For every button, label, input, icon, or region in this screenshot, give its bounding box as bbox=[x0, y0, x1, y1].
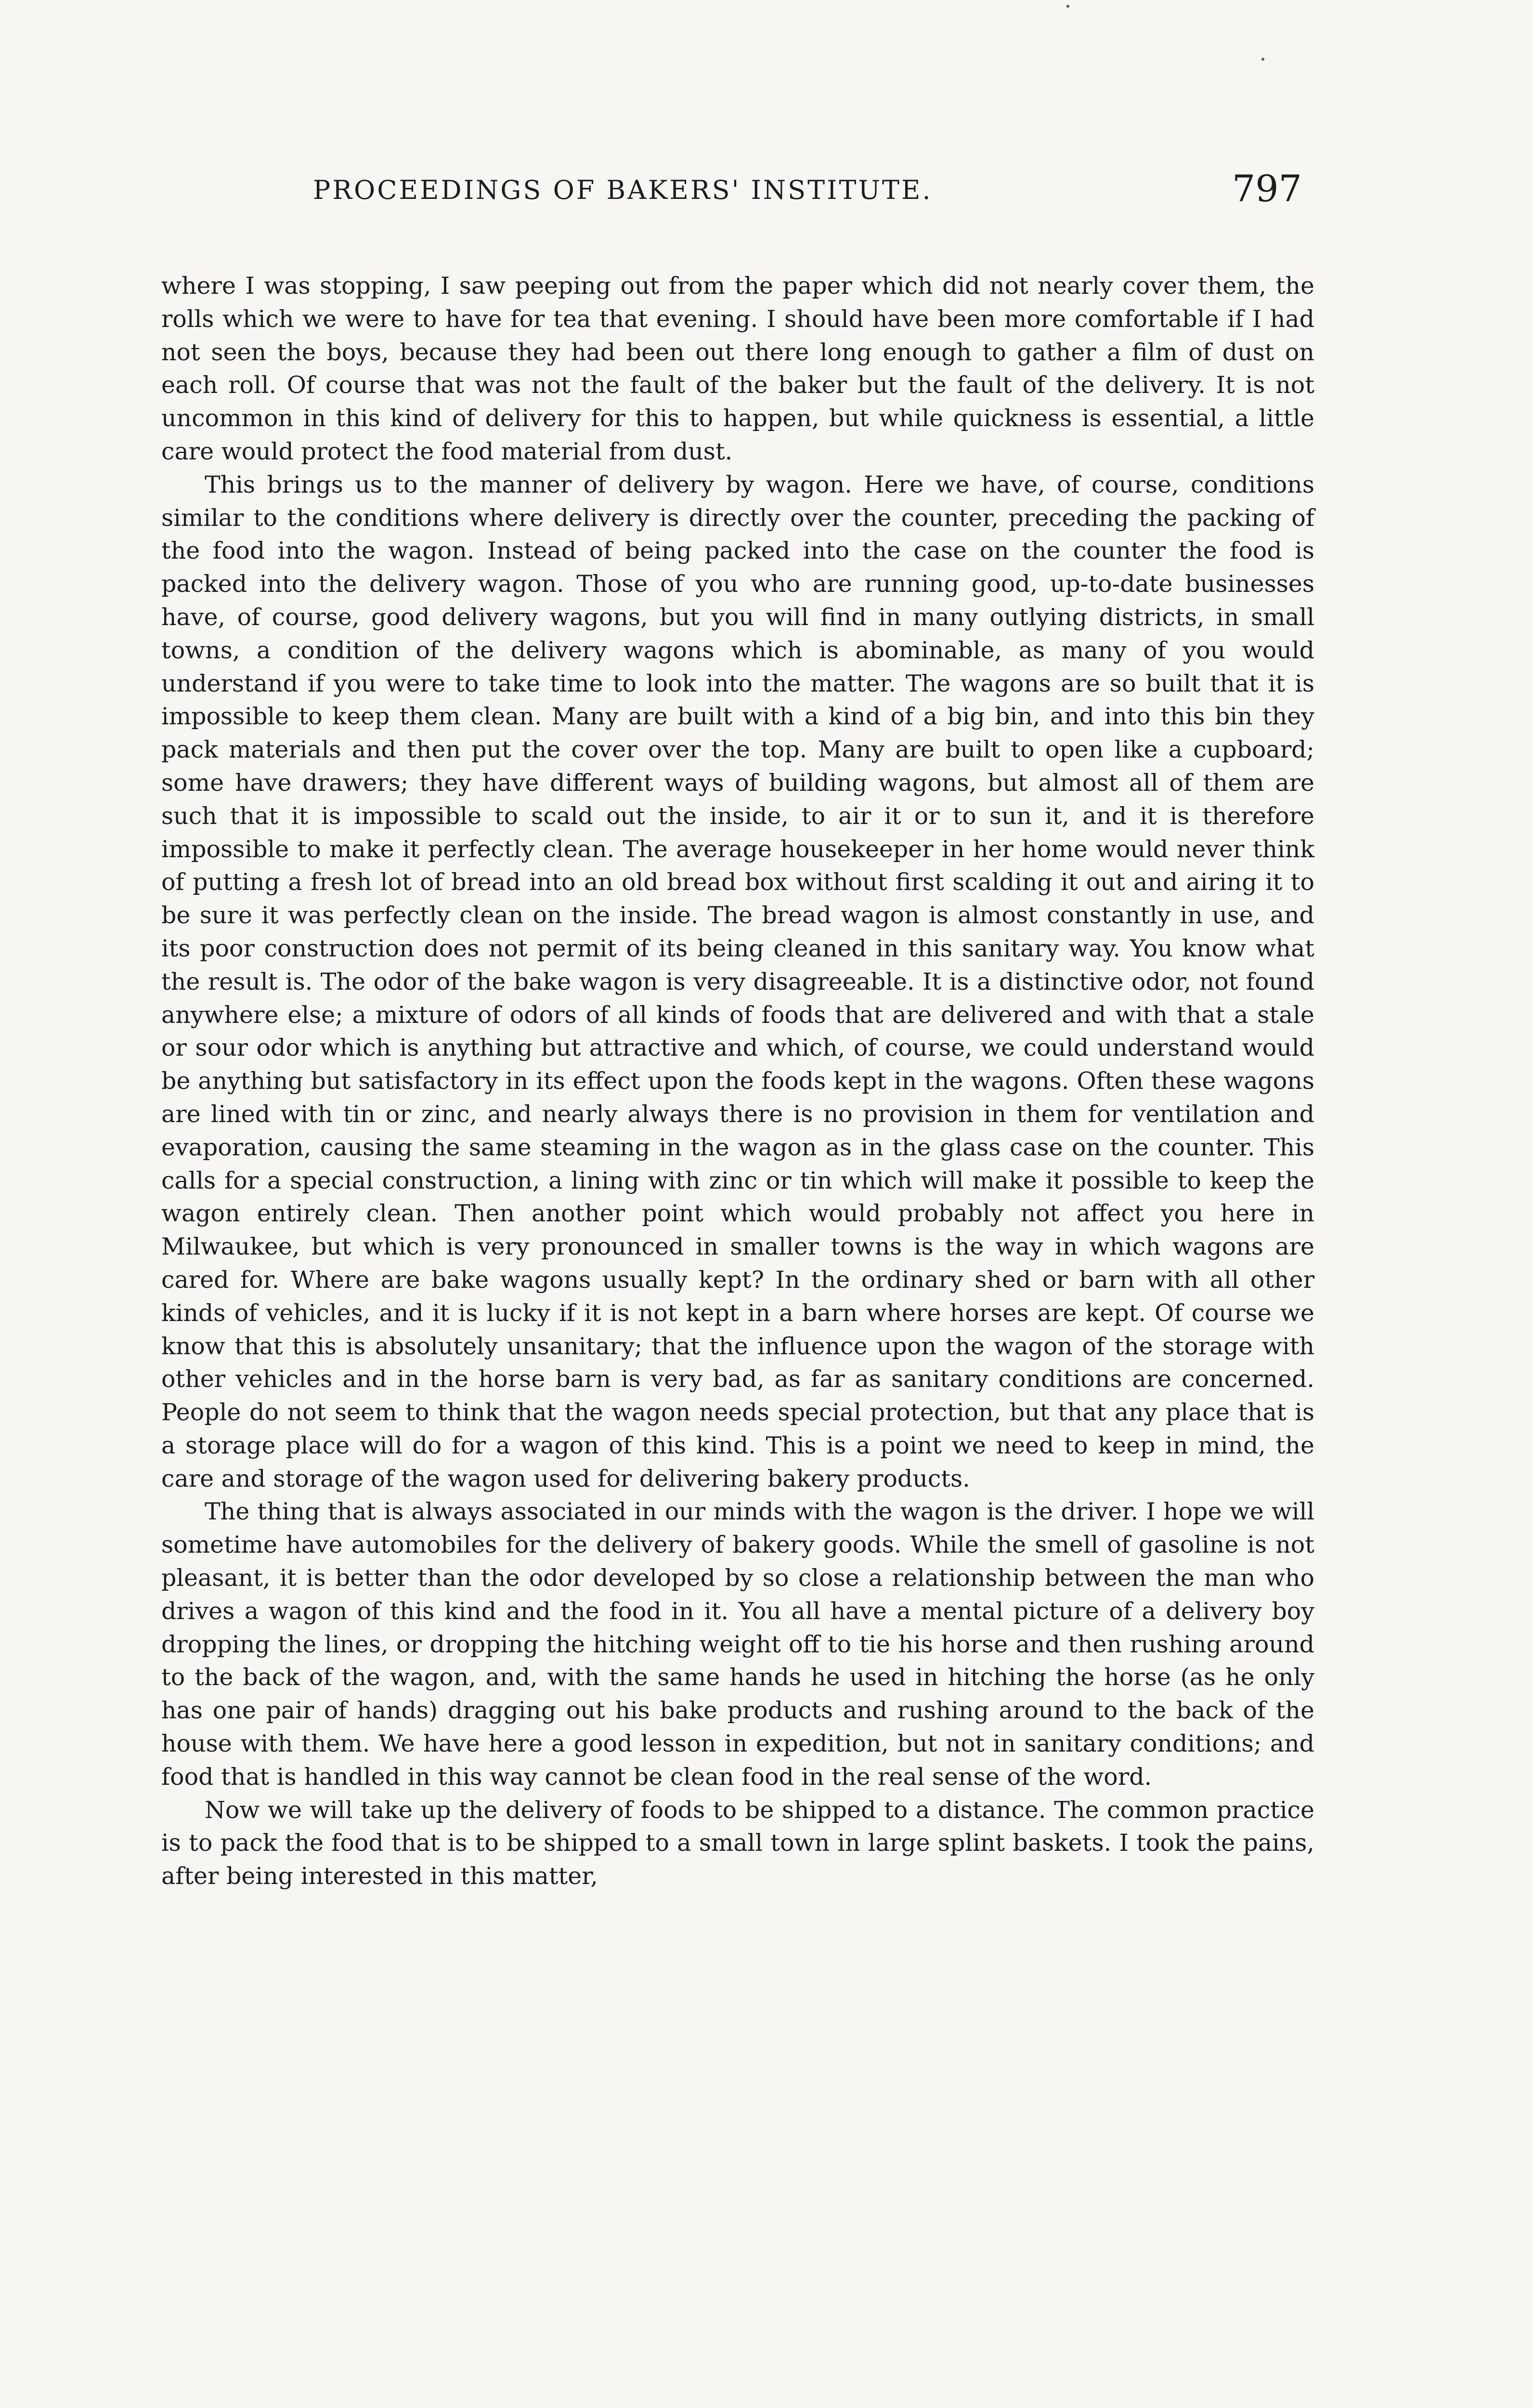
paragraph-wagon-delivery: This brings us to the manner of delivery by wagon. Here we have, of course, conditions similar to the conditions where delivery is directly over the counter, preceding the packing of the food into the wagon. Instead of being packed into the case on the counter the food is packed into the delivery wagon. Those of you who are running good, up-to-date businesses have, of course, good delivery wagons, but you will find in many outlying districts, in small towns, a condition of the delivery wagons which is abominable, as many of you would understand if you were to take time to look into the matter. The wagons are so built that it is impossible to keep them clean. Many are built with a kind of a big bin, and into this bin they pack materials and then put the cover over the top. Many are built to open like a cupboard; some have drawers; they have different ways of building wagons, but almost all of them are such that it is impossible to scald out the inside, to air it or to sun it, and it is therefore impossible to make it perfectly clean. The average housekeeper in her home would never think of putting a fresh lot of bread into an old bread box without first scalding it out and airing it to be sure it was perfectly clean on the inside. The bread wagon is almost constantly in use, and its poor construction does not permit of its being cleaned in this sanitary way. You know what the result is. The odor of the bake wagon is very disagreeable. It is a distinctive odor, not found anywhere else; a mixture of odors of all kinds of foods that are delivered and with that a stale or sour odor which is anything but attractive and which, of course, we could understand would be anything but satisfactory in its effect upon the foods kept in the wagons. Often these wagons are lined with tin or zinc, and nearly always there is no provision in them for ventilation and evaporation, causing the same steaming in the wagon as in the glass case on the counter. This calls for a special construction, a lining with zinc or tin which will make it possible to keep the wagon entirely clean. Then another point which would probably not affect you here in Milwaukee, but which is very pronounced in smaller towns is the way in which wagons are cared for. Where are bake wagons usually kept? In the ordinary shed or barn with all other kinds of vehicles, and it is lucky if it is not kept in a barn where horses are kept. Of course we know that this is absolutely unsanitary; that the influence upon the wagon of the storage with other vehicles and in the horse barn is very bad, as far as sanitary conditions are concerned. People do not seem to think that the wagon needs special protection, but that any place that is a storage place will do for a wagon of this kind. This is a point we need to keep in mind, the care and storage of the wagon used for delivering bakery products. bbox=[161, 471, 1314, 1492]
paragraph-continued: where I was stopping, I saw peeping out from the paper which did not nearly cover them, the rolls which we were to have for tea that evening. I should have been more comfortable if I had not seen the boys, because they had been out there long enough to gather a film of dust on each roll. Of course that was not the fault of the baker but the fault of the delivery. It is not uncommon in this kind of delivery for this to happen, but while quickness is essential, a little care would protect the food material from dust. bbox=[161, 272, 1314, 465]
scan-speck bbox=[1261, 58, 1264, 61]
scan-speck bbox=[1066, 5, 1069, 8]
paragraph-driver: The thing that is always associated in our minds with the wagon is the driver. I hope we will sometime have automobiles for the delivery of bakery goods. While the smell of gasoline is not pleasant, it is better than the odor developed by so close a relationship between the man who drives a wagon of this kind and the food in it. You all have a mental picture of a delivery boy dropping the lines, or dropping the hitching weight off to tie his horse and then rushing around to the back of the wagon, and, with the same hands he used in hitching the horse (as he only has one pair of hands) dragging out his bake products and rushing around to the back of the house with them. We have here a good lesson in expedition, but not in sanitary conditions; and food that is handled in this way cannot be clean food in the real sense of the word. bbox=[161, 1498, 1314, 1791]
paragraph-shipping: Now we will take up the delivery of foods to be shipped to a distance. The common practice is to pack the food that is to be shipped to a small town in large splint baskets. I took the pains, after being interested in this matter, bbox=[161, 1796, 1314, 1890]
page-header bbox=[169, 169, 1302, 222]
body-text bbox=[161, 270, 1314, 1893]
running-head: PROCEEDINGS OF BAKERS' INSTITUTE. bbox=[313, 175, 933, 205]
page-number: 797 bbox=[1232, 167, 1302, 210]
